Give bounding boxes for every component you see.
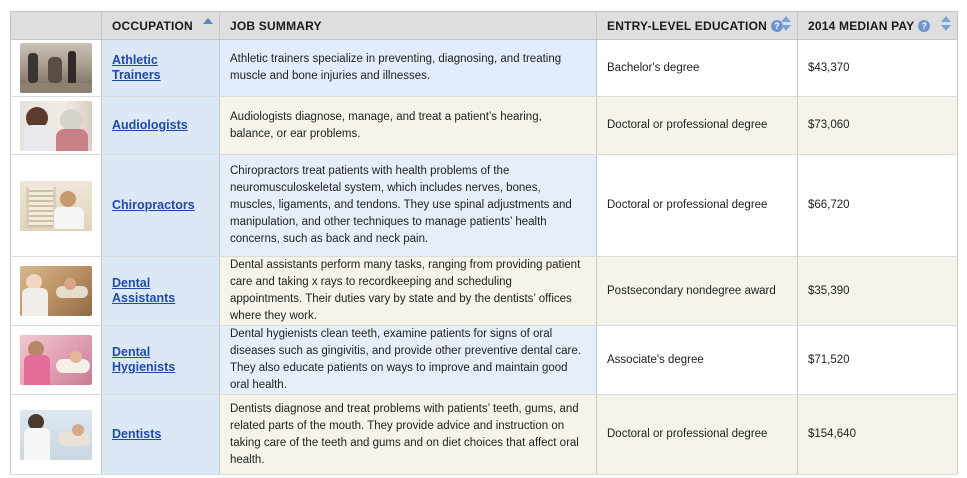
row-thumbnail-cell <box>11 155 102 257</box>
table-row <box>11 395 958 475</box>
occupation-cell <box>102 155 220 257</box>
hygienist-photo-icon[interactable] <box>20 335 92 385</box>
pay-cell: $66,720 <box>798 155 958 257</box>
pay-help-icon[interactable]: ? <box>918 20 930 32</box>
skeleton-photo-icon[interactable] <box>20 181 92 231</box>
row-thumbnail-cell <box>11 40 102 97</box>
table-row <box>11 155 958 257</box>
ear-exam-photo-icon[interactable] <box>20 101 92 151</box>
occupation-link-chiropractors[interactable]: Chiropractors <box>112 198 195 212</box>
summary-cell: Chiropractors treat patients with health problems of the neuromusculoskeletal system, which includes nerves, bones, muscles, ligaments, and tendons. They use spinal adjustments and manipulation, and other techniques to manage patients’ health concerns, such as back and neck pain. <box>220 155 597 257</box>
summary-header-label: JOB SUMMARY <box>230 18 322 33</box>
education-cell: Doctoral or professional degree <box>597 97 798 155</box>
row-thumbnail-cell <box>11 395 102 475</box>
dentist-photo-icon[interactable] <box>20 410 92 460</box>
occupation-link-athletic-trainers[interactable]: Athletic Trainers <box>112 53 161 82</box>
education-cell: Bachelor's degree <box>597 40 798 97</box>
row-thumbnail-cell <box>11 257 102 326</box>
dental-chair-photo-icon[interactable] <box>20 266 92 316</box>
sort-ascending-icon[interactable] <box>203 16 213 34</box>
occupation-header-label: OCCUPATION <box>112 18 193 33</box>
table-row <box>11 326 958 395</box>
pay-cell: $71,520 <box>798 326 958 395</box>
occupation-table-container <box>10 11 957 475</box>
pay-sort-icon[interactable] <box>941 16 951 34</box>
occupation-cell <box>102 395 220 475</box>
occupation-table <box>10 11 958 475</box>
summary-cell: Audiologists diagnose, manage, and treat a patient’s hearing, balance, or ear problems. <box>220 97 597 155</box>
pay-cell: $43,370 <box>798 40 958 97</box>
occupation-cell <box>102 257 220 326</box>
education-help-icon[interactable]: ? <box>771 20 783 32</box>
table-row <box>11 40 958 97</box>
education-cell: Doctoral or professional degree <box>597 395 798 475</box>
occupation-link-dental-assistants[interactable]: Dental Assistants <box>112 276 176 305</box>
occupation-cell <box>102 326 220 395</box>
education-cell: Associate's degree <box>597 326 798 395</box>
occupation-link-audiologists[interactable]: Audiologists <box>112 118 188 132</box>
summary-cell: Dental assistants perform many tasks, ranging from providing patient care and taking x rays to recordkeeping and scheduling appointments. Their duties vary by state and by the dentists’ offices where they work. <box>220 257 597 326</box>
pay-cell: $35,390 <box>798 257 958 326</box>
occupation-cell <box>102 97 220 155</box>
summary-cell: Dentists diagnose and treat problems with patients’ teeth, gums, and related parts of the mouth. They provide advice and instruction on taking care of the teeth and gums and on diet choices that affect oral health. <box>220 395 597 475</box>
table-row <box>11 97 958 155</box>
pay-cell: $154,640 <box>798 395 958 475</box>
summary-cell: Dental hygienists clean teeth, examine patients for signs of oral diseases such as gingivitis, and provide other preventive dental care. They also educate patients on ways to improve and maintain good oral health. <box>220 326 597 395</box>
gym-photo-icon[interactable] <box>20 43 92 93</box>
image-column-header <box>11 12 102 40</box>
education-cell: Doctoral or professional degree <box>597 155 798 257</box>
summary-cell: Athletic trainers specialize in preventing, diagnosing, and treating muscle and bone injuries and illnesses. <box>220 40 597 97</box>
education-header-label: ENTRY-LEVEL EDUCATION <box>607 18 767 33</box>
education-sort-icon[interactable] <box>781 16 791 34</box>
pay-column-header[interactable] <box>798 12 958 40</box>
occupation-column-header[interactable] <box>102 12 220 40</box>
occupation-link-dentists[interactable]: Dentists <box>112 427 162 441</box>
summary-column-header <box>220 12 597 40</box>
education-column-header[interactable] <box>597 12 798 40</box>
table-row <box>11 257 958 326</box>
table-header-row <box>11 12 958 40</box>
education-cell: Postsecondary nondegree award <box>597 257 798 326</box>
row-thumbnail-cell <box>11 97 102 155</box>
occupation-cell <box>102 40 220 97</box>
row-thumbnail-cell <box>11 326 102 395</box>
pay-header-label: 2014 MEDIAN PAY <box>808 18 915 33</box>
occupation-link-dental-hygienists[interactable]: Dental Hygienists <box>112 345 176 374</box>
pay-cell: $73,060 <box>798 97 958 155</box>
